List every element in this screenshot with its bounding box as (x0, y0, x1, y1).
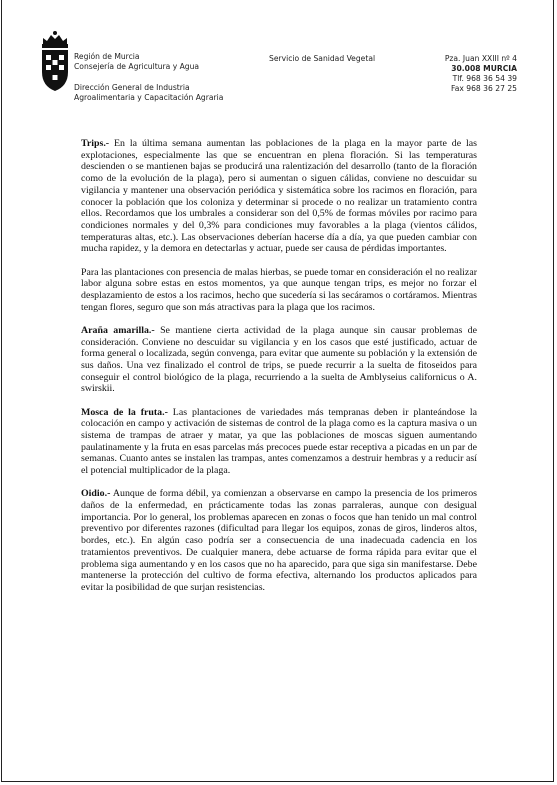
service-name: Servicio de Sanidad Vegetal (269, 54, 376, 63)
phone-number: Tlf. 968 36 54 39 (452, 74, 517, 83)
fax-number: Fax 968 36 27 25 (451, 84, 517, 93)
section-text: En la última semana aumentan las poblaciones de la plaga en la mayor parte de las explotaciones, especialmente las que se encuentran en plena floración. Si las temperaturas descienden o se mantienen bajas se producirá una ralentización del desarrollo (tanto de la floración como de la evolución de la plaga), pero si aumentan o siguen cálidas, conviene no descuidar su vigilancia y mantener una observación periódica y sistemática sobre los racimos en floración, para conocer la población que los coloniza y determinar si procede o no realizar un tratamiento contra ellos. Recordamos que los umbrales a considerar son del 0,5% de formas móviles por racimo para condiciones normales y del 0,3% para condiciones muy favorables a la plaga (vientos cálidos, temperaturas altas, etc.). Las observaciones deberían hacerse día a día, ya que pueden cambiar con mucha rapidez, y la demora en detectarlas y actuar, puede ser causa de pérdidas importantes. (81, 138, 477, 255)
section-text: Para las plantaciones con presencia de malas hierbas, se puede tomar en consideración el no realizar labor alguna sobre estas en estos momentos, ya que aunque tengan trips, es mejor no forzar el desplazamiento de estos a los racimos, hecho que sucedería si las secáramos o cortáramos. Mientras tengan flores, seguro que son más atractivas para la plaga que los racimos. (81, 266, 477, 313)
region-name: Región de Murcia (74, 52, 140, 61)
address-block (445, 54, 517, 94)
street-address: Pza. Juan XXIII nº 4 (444, 54, 517, 63)
organization-block (74, 52, 199, 72)
section-title: Araña amarilla.- (81, 324, 155, 336)
directorate-line-1: Dirección General de Industria (74, 83, 190, 92)
section-text: Aunque de forma débil, ya comienzan a observarse en campo la presencia de los primeros daños de la enfermedad, en prácticamente todas las zonas parraleras, aunque con desigual importancia. Por lo general, los problemas aparecen en zonas o focos que han tenido un mal control preventivo por diferentes razones (dificultad para llegar los equipos, zonas de giros, linderos altos, bordes, etc.). En algún caso podría ser a consecuencia de una inadecuada cadencia en los tratamientos preventivos. De cualquier manera, debe actuarse de forma rápida para evitar que el problema siga aumentando y en los casos que no ha aparecido, para que siga sin manifestarse. Debe mantenerse la protección del cultivo de forma efectiva, alternando los productos aplicados para evitar la posibilidad de que surjan resistencias. (81, 488, 477, 593)
section-weeds (81, 267, 477, 314)
postal-city: 30.008 MURCIA (451, 64, 517, 73)
section-text: Se mantiene cierta actividad de la plaga aunque sin causar problemas de consideración. Conviene no descuidar su vigilancia y en los casos que esté justificado, actuar de forma general o localizada, según convenga, para evitar que aumente su población y la extensión de sus daños. Una vez finalizado el control de trips, se puede recurrir a la suelta de fitoseidos para conseguir el control biológico de la plaga, recurriendo a la suelta de Amblyseius californicus o A. swirskii. (81, 324, 478, 395)
section-oidio (81, 488, 477, 593)
department-name: Consejería de Agricultura y Agua (74, 62, 200, 71)
section-text: Las plantaciones de variedades más tempranas deben ir planteándose la colocación en campo y activación de sistemas de control de la plaga como es la captura masiva o un sistema de trampas de atraer y matar, ya que las poblaciones de moscas siguen aumentando paulatinamente y la fruta en esas parcelas más precoces puede estar receptiva a picadas en un par de semanas. Cuanto antes se instalen las trampas, antes comenzamos a destruir hembras y a reducir así el potencial multiplicador de la plaga. (81, 406, 478, 477)
directorate-block (74, 83, 223, 103)
section-title: Oidio.- (81, 488, 111, 500)
section-title: Mosca de la fruta.- (81, 406, 168, 418)
section-mosca-fruta (81, 407, 477, 477)
section-trips (81, 138, 477, 255)
section-arana-amarilla (81, 325, 477, 395)
directorate-line-2: Agroalimentaria y Capacitación Agraria (74, 93, 224, 102)
section-title: Trips.- (81, 138, 110, 149)
bulletin-body (81, 138, 477, 605)
region-coat-of-arms-icon (40, 30, 70, 92)
